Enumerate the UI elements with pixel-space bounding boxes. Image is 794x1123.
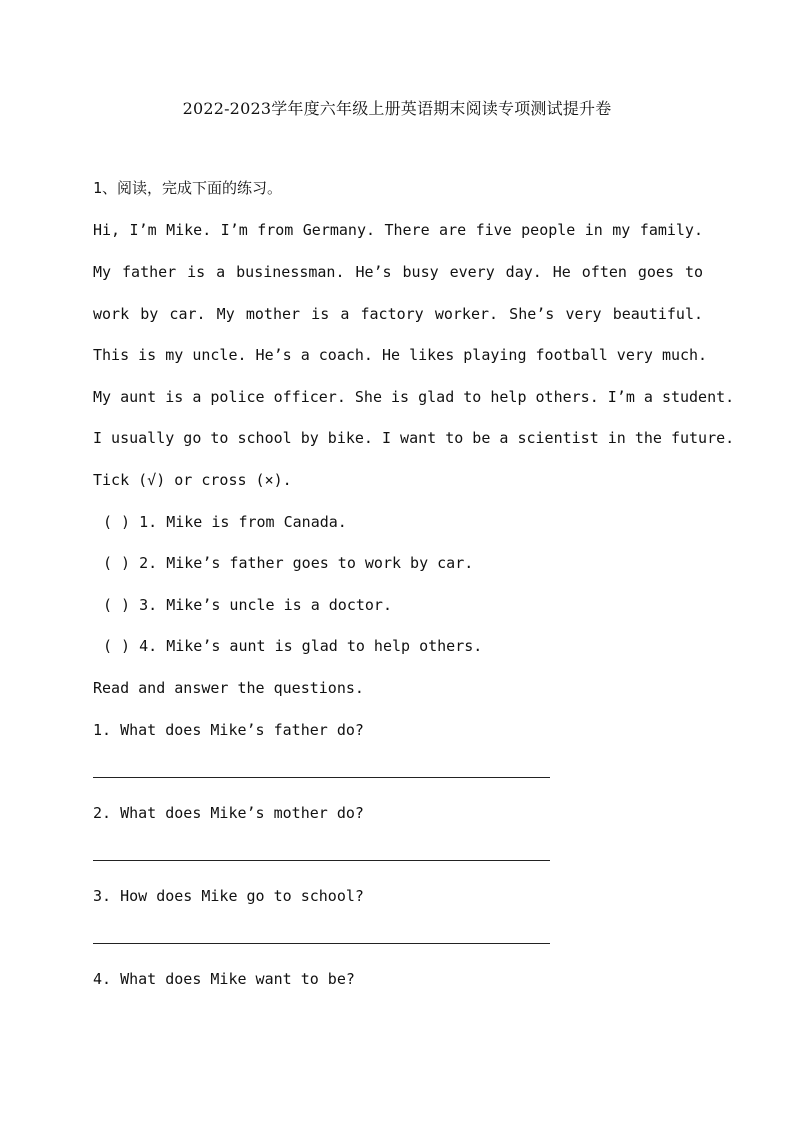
question: 2. What does Mike’s mother do? [93,804,364,822]
answer-line [93,777,550,778]
passage-line: Hi, I’m Mike. I’m from Germany. There are five people in my family. [93,221,703,239]
passage-line: My aunt is a police officer. She is glad to help others. I’m a student. [93,388,735,406]
answer-line [93,860,550,861]
tick-item: ( ) 3. Mike’s uncle is a doctor. [103,596,392,614]
tick-item: ( ) 4. Mike’s aunt is glad to help others. [103,637,483,655]
passage-line: work by car. My mother is a factory worker. She’s very beautiful. [93,305,703,323]
section-heading: 1、阅读，完成下面的练习。 [93,179,283,197]
question: 4. What does Mike want to be? [93,970,355,988]
tick-item: ( ) 2. Mike’s father goes to work by car. [103,554,474,572]
page-title: 2022-2023学年度六年级上册英语期末阅读专项测试提升卷 [182,99,612,118]
tick-item: ( ) 1. Mike is from Canada. [103,513,347,531]
passage-line: My father is a businessman. He’s busy every day. He often goes to [93,263,703,281]
passage-line: This is my uncle. He’s a coach. He likes playing football very much. [93,346,708,364]
question: 1. What does Mike’s father do? [93,721,364,739]
answer-line [93,943,550,944]
passage-line: I usually go to school by bike. I want to be a scientist in the future. [93,429,735,447]
question: 3. How does Mike go to school? [93,887,364,905]
qa-instruction: Read and answer the questions. [93,679,364,697]
tick-instruction: Tick (√) or cross (×). [93,471,292,489]
